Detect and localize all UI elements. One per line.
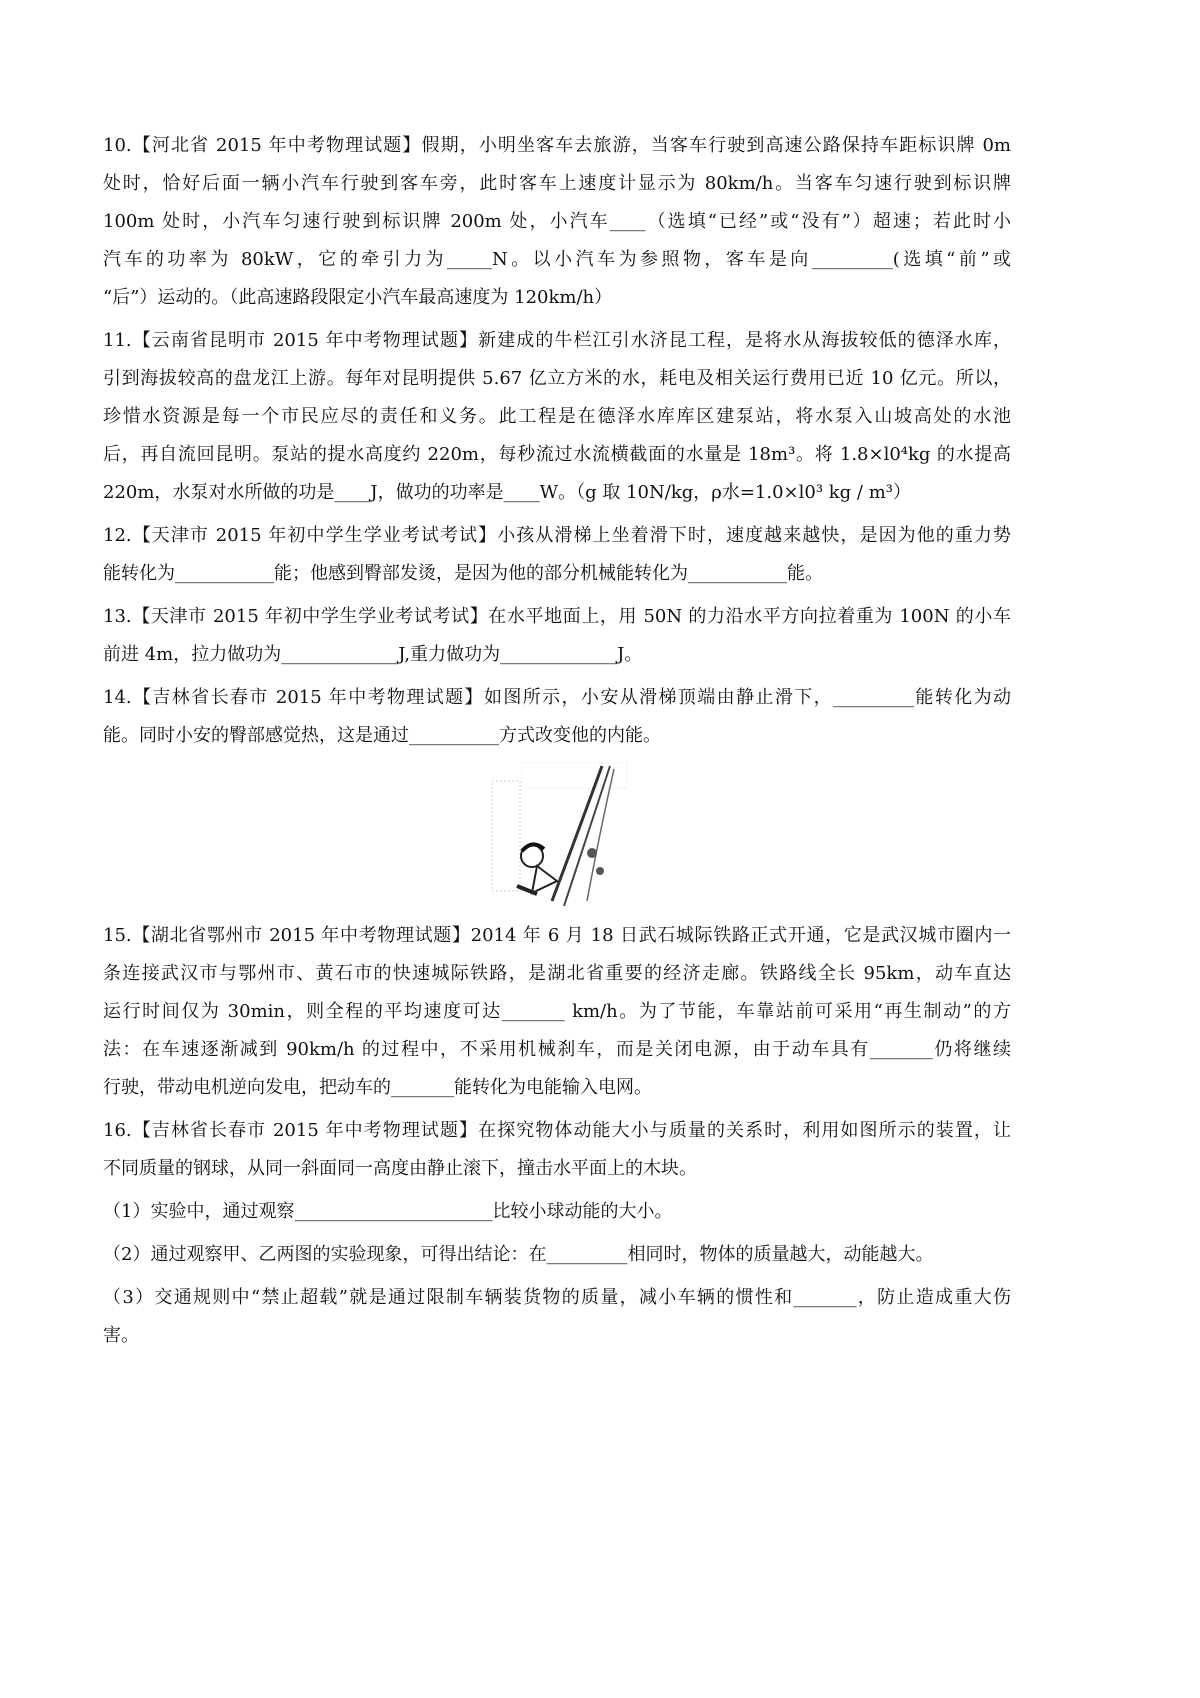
text-line: 不同质量的钢球，从同一斜面同一高度由静止滚下，撞击水平面上的木块。 [103,1158,697,1179]
question-13 [103,598,1011,674]
text-line: 后，再自流回昆明。泵站的提水高度约 220m，每秒流过水流横截面的水量是 18m³。将 1.8×l0⁴kg 的水提高 [103,444,1011,465]
text-line: 处时，恰好后面一辆小汽车行驶到客车旁，此时客车上速度计显示为 80km/h。当客车匀速行驶到标识牌 [103,173,1011,194]
text-line: 汽车的功率为 80kW，它的牵引力为_____N。以小汽车为参照物，客车是向_________(选填“前”或 [103,249,1011,270]
question-10 [103,127,1011,317]
text-line: 能。同时小安的臀部感觉热，这是通过__________方式改变他的内能。 [103,725,661,746]
text-line: 害。 [103,1325,139,1346]
text-line: 15.【湖北省鄂州市 2015 年中考物理试题】2014 年 6 月 18 日武石城际铁路正式开通，它是武汉城市圈内一 [103,925,1011,946]
text-line: 12.【天津市 2015 年初中学生学业考试考试】小孩从滑梯上坐着滑下时，速度越来越快，是因为他的重力势 [103,525,1011,546]
sub-question-1 [103,1193,1011,1231]
document-page [103,127,1011,1360]
text-line: 行驶，带动电机逆向发电，把动车的_______能转化为电能输入电网。 [103,1077,652,1098]
text-line: 法：在车速逐渐减到 90km/h 的过程中，不采用机械刹车，而是关闭电源，由于动车具有_______仍将继续 [103,1039,1011,1060]
text-line: 11.【云南省昆明市 2015 年中考物理试题】新建成的牛栏江引水济昆工程，是将水从海拔较低的德泽水库， [103,330,1011,351]
text-line: （2）通过观察甲、乙两图的实验现象，可得出结论：在_________相同时，物体的质量越大，动能越大。 [103,1244,934,1265]
text-line: （1）实验中，通过观察______________________比较小球动能的大小。 [103,1201,673,1222]
question-11 [103,322,1011,512]
slide-illustration [482,761,632,911]
text-line: 珍惜水资源是每一个市民应尽的责任和义务。此工程是在德泽水库库区建泵站，将水泵入山坡高处的水池 [103,406,1011,427]
text-line: 100m 处时，小汽车匀速行驶到标识牌 200m 处，小汽车____（选填“已经”或“没有”）超速；若此时小 [103,211,1011,232]
question-12 [103,517,1011,593]
text-line: “后”）运动的。（此高速路段限定小汽车最高速度为 120km/h） [103,287,613,308]
question-16 [103,1112,1011,1188]
question-14 [103,679,1011,755]
text-line: 运行时间仅为 30min，则全程的平均速度可达_______ km/h。为了节能，车靠站前可采用“再生制动”的方 [103,1001,1011,1022]
text-line: 引到海拔较高的盘龙江上游。每年对昆明提供 5.67 亿立方米的水，耗电及相关运行费用已近 10 亿元。所以， [103,368,1011,389]
sub-question-2 [103,1236,1011,1274]
text-line: 条连接武汉市与鄂州市、黄石市的快速城际铁路，是湖北省重要的经济走廊。铁路线全长 95km，动车直达 [103,963,1011,984]
text-line: 10.【河北省 2015 年中考物理试题】假期，小明坐客车去旅游，当客车行驶到高速公路保持车距标识牌 0m [103,135,1011,156]
sub-question-3 [103,1279,1011,1355]
text-line: 220m，水泵对水所做的功是____J，做功的功率是____W。（g 取 10N/kg，ρ水=1.0×l0³ kg / m³） [103,482,911,503]
text-line: 16.【吉林省长春市 2015 年中考物理试题】在探究物体动能大小与质量的关系时，利用如图所示的装置，让 [103,1120,1011,1141]
text-line: （3）交通规则中“禁止超载”就是通过限制车辆装货物的质量，减小车辆的惯性和_______，防止造成重大伤 [103,1287,1011,1308]
text-line: 能转化为___________能；他感到臀部发烫，是因为他的部分机械能转化为___________能。 [103,563,823,584]
question-15 [103,917,1011,1107]
text-line: 前进 4m，拉力做功为_____________J,重力做功为_____________J。 [103,644,643,665]
child-on-slide-icon [482,761,632,911]
text-line: 13.【天津市 2015 年初中学生学业考试考试】在水平地面上，用 50N 的力沿水平方向拉着重为 100N 的小车 [103,606,1011,627]
text-line: 14.【吉林省长春市 2015 年中考物理试题】如图所示，小安从滑梯顶端由静止滑下，_________能转化为动 [103,687,1011,708]
